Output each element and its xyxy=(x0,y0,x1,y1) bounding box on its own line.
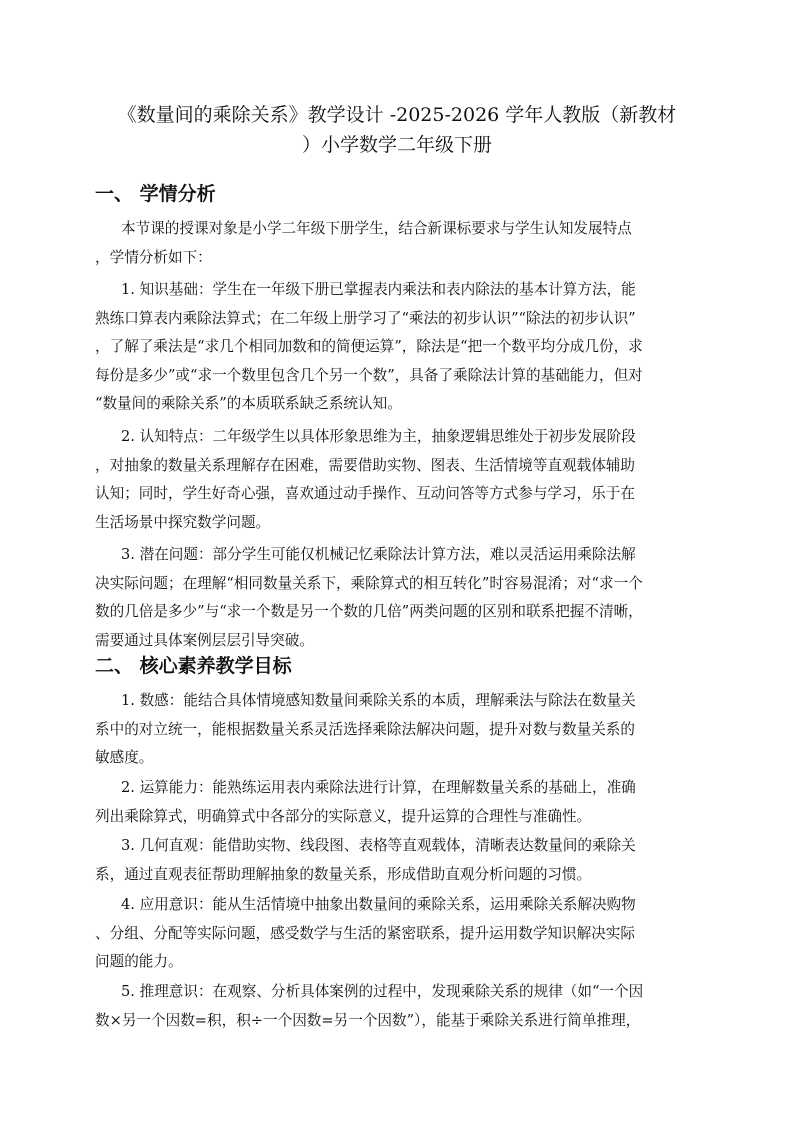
section2-item-computation xyxy=(95,774,699,831)
text-line: 认知；同时，学生好奇心强，喜欢通过动手操作、互动问答等方式参与学习，乐于在 xyxy=(95,485,635,502)
text-line: “数量间的乘除关系”的本质联系缺乏系统认知。 xyxy=(95,395,402,412)
section2-item-application xyxy=(95,891,699,977)
text-line: 1. 知识基础：学生在一年级下册已掌握表内乘法和表内除法的基本计算方法，能 xyxy=(121,281,636,298)
text-line: 敏感度。 xyxy=(95,749,154,766)
text-line: 4. 应用意识：能从生活情境中抽象出数量间的乘除关系，运用乘除关系解决购物 xyxy=(121,896,636,913)
section2-item-reasoning xyxy=(95,978,699,1035)
section1-intro xyxy=(95,215,699,272)
text-line: 、分组、分配等实际问题，感受数学与生活的紧密联系，提升运用数学知识解决实际 xyxy=(95,924,635,942)
text-line: 3. 几何直观：能借助实物、线段图、表格等直观载体，清晰表达数量间的乘除关 xyxy=(121,837,636,854)
text-line: 需要通过具体案例层层引导突破。 xyxy=(95,631,314,649)
text-line: 每份是多少”或“求一个数里包含几个另一个数”，具备了乘除法计算的基础能力，但对 xyxy=(95,366,643,384)
text-line: 系中的对立统一，能根据数量关系灵活选择乘除法解决问题，提升对数与数量关系的 xyxy=(95,720,635,738)
section1-item-knowledge-basis xyxy=(95,276,699,419)
text-line: 熟练口算表内乘除法算式；在二年级上册学习了“乘法的初步认识”“除法的初步认识” xyxy=(95,309,636,327)
section-heading-teaching-goals: 二、 核心素养教学目标 xyxy=(95,655,292,677)
text-line: 2. 认知特点：二年级学生以具体形象思维为主，抽象逻辑思维处于初步发展阶段 xyxy=(121,428,636,445)
title-line: ）小学数学二年级下册 xyxy=(301,134,492,156)
text-line: 决实际问题；在理解“相同数量关系下，乘除算式的相互转化”时容易混淆；对“求一个 xyxy=(95,574,643,592)
section2-item-geometric-intuition xyxy=(95,832,699,889)
section2-item-number-sense xyxy=(95,687,699,773)
text-line: 列出乘除算式，明确算式中各部分的实际意义，提升运算的合理性与准确性。 xyxy=(95,807,592,825)
section1-item-cognitive-traits xyxy=(95,423,699,537)
text-line: 1. 数感：能结合具体情境感知数量间乘除关系的本质，理解乘法与除法在数量关 xyxy=(121,692,636,709)
title-line: 《数量间的乘除关系》教学设计 -2025-2026 学年人教版（新教材 xyxy=(117,104,677,126)
text-line: ，学情分析如下： xyxy=(95,248,212,266)
section1-item-potential-problems xyxy=(95,541,699,655)
text-line: 生活场景中探究数学问题。 xyxy=(95,513,271,531)
text-line: 数的几倍是多少”与“求一个数是另一个数的几倍”两类问题的区别和联系把握不清晰， xyxy=(95,603,643,620)
text-line: 问题的能力。 xyxy=(95,953,183,970)
text-line: 数×另一个因数=积，积÷一个因数=另一个因数”），能基于乘除关系进行简单推理， xyxy=(95,1011,641,1029)
text-line: 3. 潜在问题：部分学生可能仅机械记忆乘除法计算方法，难以灵活运用乘除法解 xyxy=(121,546,636,563)
text-line: 系，通过直观表征帮助理解抽象的数量关系，形成借助直观分析问题的习惯。 xyxy=(95,865,592,883)
text-line: ，了解了乘法是“求几个相同加数和的简便运算”，除法是“把一个数平均分成几份，求 xyxy=(95,338,643,355)
text-line: 5. 推理意识：在观察、分析具体案例的过程中，发现乘除关系的规律（如“一个因 xyxy=(121,983,644,1000)
text-line: ，对抽象的数量关系理解存在困难，需要借助实物、图表、生活情境等直观载体辅助 xyxy=(95,456,635,474)
document-title xyxy=(95,100,699,160)
text-line: 本节课的授课对象是小学二年级下册学生，结合新课标要求与学生认知发展特点 xyxy=(121,220,632,237)
section-heading-learning-analysis: 一、 学情分析 xyxy=(95,183,216,205)
text-line: 2. 运算能力：能熟练运用表内乘除法进行计算，在理解数量关系的基础上，准确 xyxy=(121,779,636,796)
